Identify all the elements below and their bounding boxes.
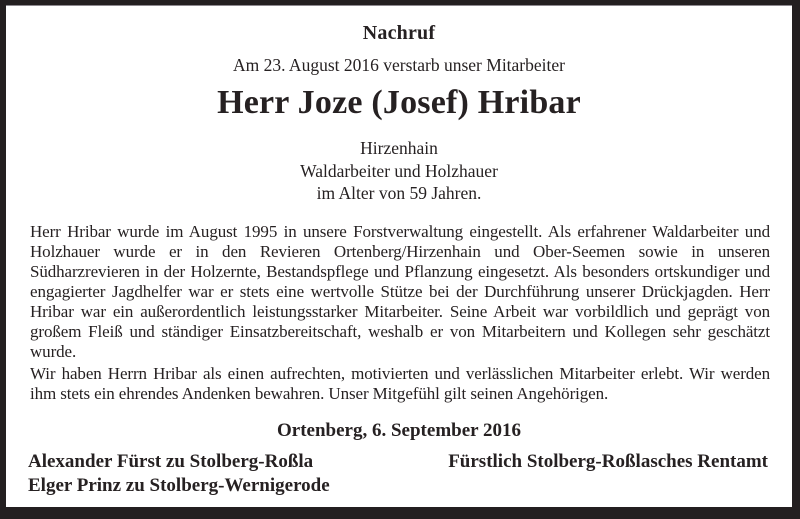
obituary-paragraph-1: Herr Hribar wurde im August 1995 in unsere Forstverwaltung eingestellt. Als erfahrener Waldarbeiter und Holzhauer wurde er in den Revieren Ortenberg/Hirzenhain und Ober-Seemen sowie in unseren Südharzrevieren in der Holzernte, Bestandspflege und Pflanzung eingesetzt. Als besonders ortskundiger und engagierter Jagdhelfer war er stets eine wertvolle Stütze bei der Durchführung unserer Drückjagden. Herr Hribar war ein außerordentlich leistungsstarker Mitarbeiter. Seine Arbeit war vorbildlich und geprägt von großem Fleiß und ständiger Einsatzbereitschaft, weshalb er von Mitarbeitern und Kollegen sehr geschätzt wurde.	[30, 222, 770, 361]
obituary-paragraph-2: Wir haben Herrn Hribar als einen aufrechten, motivierten und verlässlichen Mitarbeiter erlebt. Wir werden ihm stets ein ehrendes Andenken bewahren. Unser Mitgefühl gilt seinen Angehörigen.	[30, 364, 770, 403]
obituary-notice	[6, 5, 792, 507]
place-dateline: Ortenberg, 6. September 2016	[277, 420, 521, 441]
deceased-details	[6, 137, 792, 205]
deceased-residence: Hirzenhain	[360, 138, 438, 158]
deceased-age-line: im Alter von 59 Jahren.	[316, 183, 482, 203]
deceased-name: Herr Joze (Josef) Hribar	[217, 84, 581, 121]
death-announcement-line: Am 23. August 2016 verstarb unser Mitarbeiter	[233, 55, 565, 75]
signatory-name-1: Alexander Fürst zu Stolberg-Roßla	[28, 451, 314, 472]
signatory-organization: Fürstlich Stolberg-Roßlasches Rentamt	[448, 451, 768, 472]
notice-type-heading: Nachruf	[362, 22, 436, 44]
signatories-left	[28, 450, 330, 497]
deceased-profession: Waldarbeiter und Holzhauer	[300, 160, 498, 181]
signature-row	[28, 450, 768, 497]
signatory-name-2: Elger Prinz zu Stolberg-Wernigerode	[28, 474, 330, 496]
